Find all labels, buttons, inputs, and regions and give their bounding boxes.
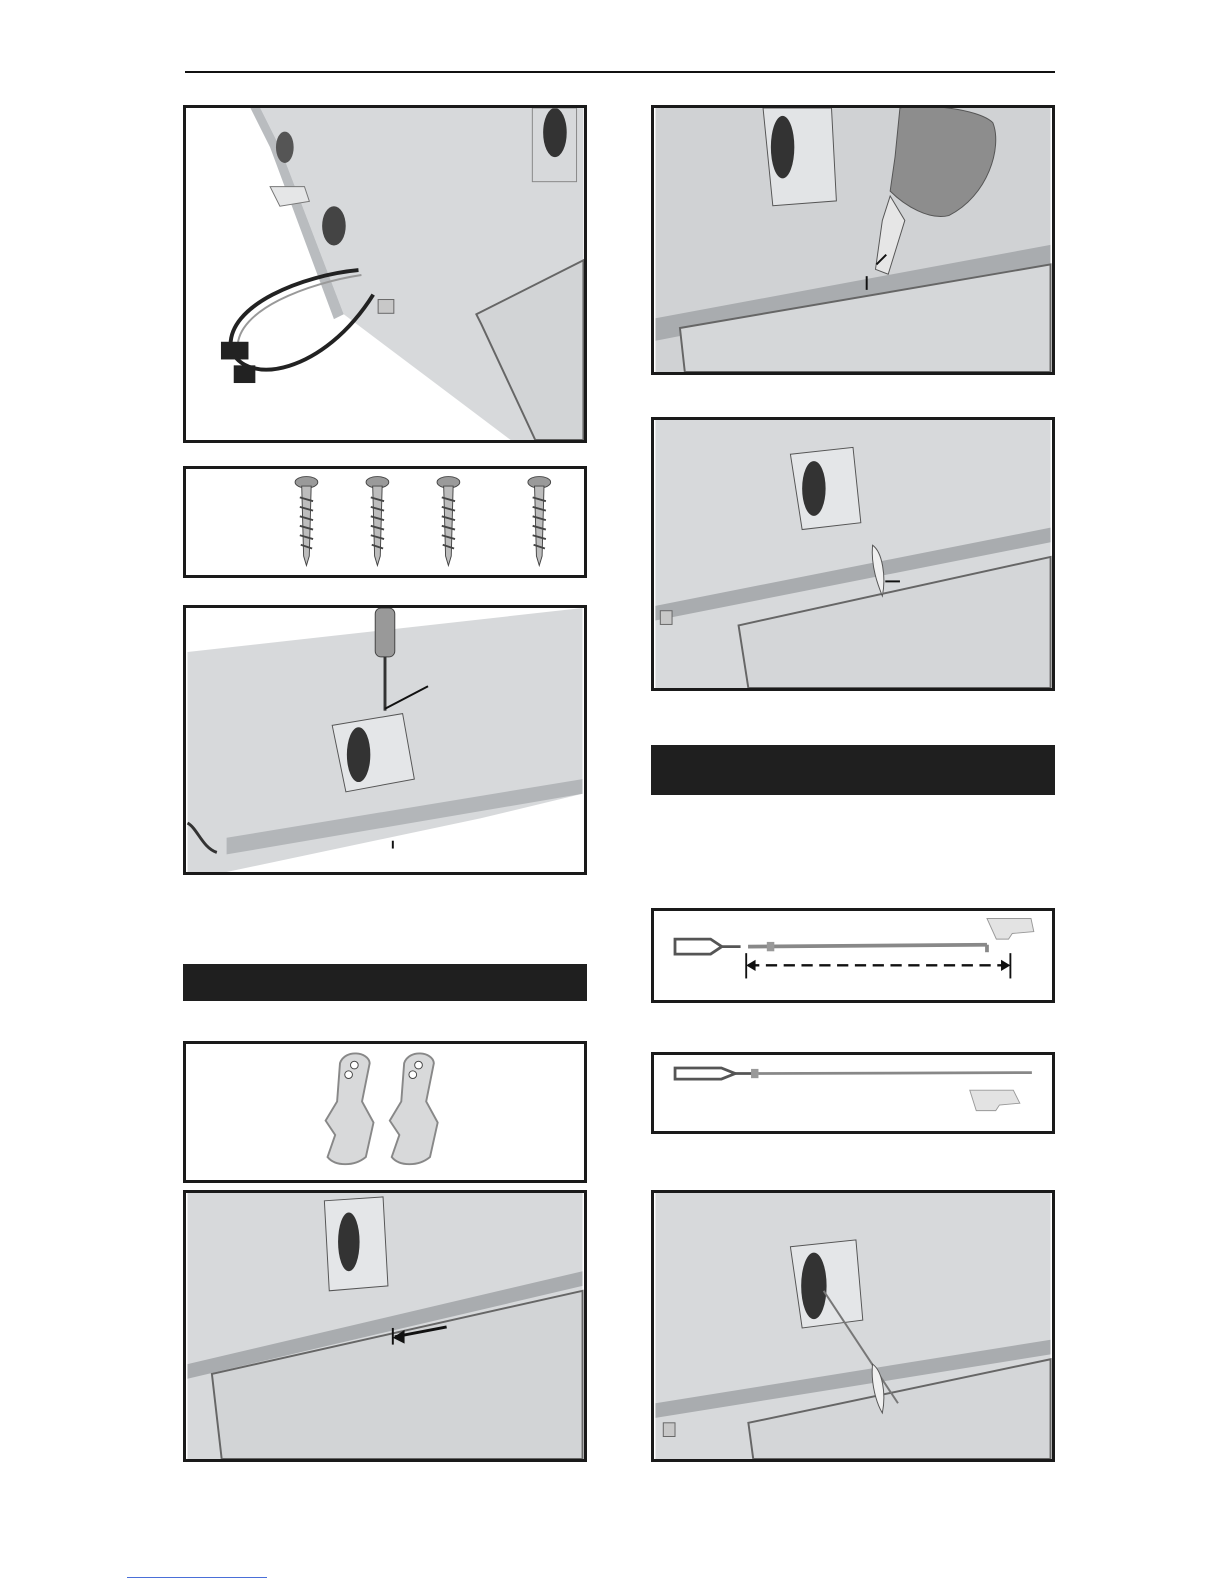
photo-insert-horn <box>651 105 1055 375</box>
pushrod-measure-illustration <box>654 911 1052 1000</box>
pushrod-assembled-illustration <box>654 1055 1052 1131</box>
wing-servo-lead-illustration <box>186 108 584 440</box>
header-rule <box>185 71 1055 73</box>
photo-pushrod-measure <box>651 908 1055 1003</box>
photo-horn-position-mark <box>183 1190 587 1462</box>
photo-pushrod-assembled <box>651 1052 1055 1134</box>
horn-position-mark-illustration <box>186 1193 584 1459</box>
drill-pilot-hole-illustration <box>186 608 584 872</box>
photo-screws <box>183 466 587 578</box>
control-horns-illustration <box>186 1044 584 1180</box>
section-heading-band-left <box>183 964 587 1001</box>
photo-pushrod-installed <box>651 1190 1055 1462</box>
section-heading-band-right <box>651 745 1055 795</box>
photo-control-horns <box>183 1041 587 1183</box>
insert-horn-illustration <box>654 108 1052 372</box>
photo-horn-installed <box>651 417 1055 691</box>
pushrod-installed-illustration <box>654 1193 1052 1459</box>
photo-drill-pilot-hole <box>183 605 587 875</box>
photo-wing-servo-lead <box>183 105 587 443</box>
horn-installed-illustration <box>654 420 1052 688</box>
screws-illustration <box>186 469 584 575</box>
footer-link-underline[interactable] <box>127 1577 267 1579</box>
